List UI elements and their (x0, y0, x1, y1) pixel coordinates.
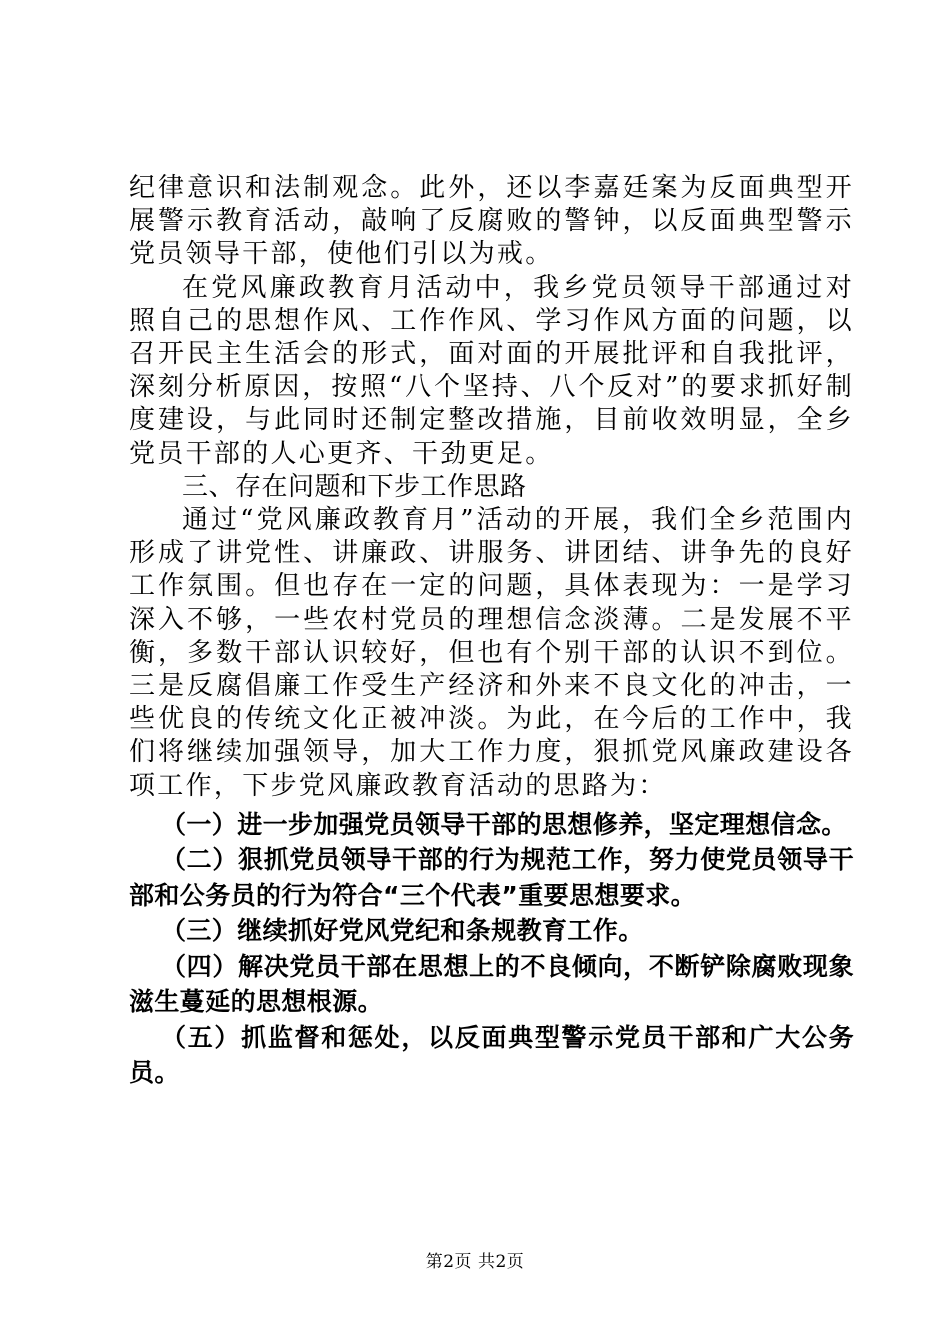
list-item-1: （一）进一步加强党员领导干部的思想修养，坚定理想信念。 (161, 809, 847, 839)
page-footer: 第2页 共2页 (425, 1252, 525, 1272)
list-item-3: （三）继续抓好党风党纪和条规教育工作。 (161, 916, 644, 946)
paragraph-education-month: 在党风廉政教育月活动中，我乡党员领导干部通过对照自己的思想作风、工作作风、学习作风方面的问题，以召开民主生活会的形式，面对面的开展批评和自我批评，深刻分析原因，按照“八个坚持、八个反对”的要求抓好制度建设，与此同时还制定整改措施，目前收效明显，全乡党员干部的人心更齐、干劲更足。 (129, 272, 854, 469)
section-heading: 三、存在问题和下步工作思路 (182, 471, 527, 502)
list-item-4: （四）解决党员干部在思想上的不良倾向，不断铲除腐败现象滋生蔓延的思想根源。 (129, 951, 854, 1017)
measures-list (129, 807, 854, 1091)
list-item-5: （五）抓监督和惩处，以反面典型警示党员干部和广大公务员。 (129, 1022, 854, 1088)
list-item-2: （二）狠抓党员领导干部的行为规范工作，努力使党员领导干部和公务员的行为符合“三个代表”重要思想要求。 (129, 845, 854, 910)
document-body (129, 172, 854, 1091)
paragraph-continuation: 纪律意识和法制观念。此外，还以李嘉廷案为反面典型开展警示教育活动，敲响了反腐败的警钟，以反面典型警示党员领导干部，使他们引以为戒。 (129, 173, 854, 270)
paragraph-problems: 通过“党风廉政教育月”活动的开展，我们全乡范围内形成了讲党性、讲廉政、讲服务、讲团结、讲争先的良好工作氛围。但也存在一定的问题，具体表现为：一是学习深入不够，一些农村党员的理想信念淡薄。二是发展不平衡，多数干部认识较好，但也有个别干部的认识不到位。三是反腐倡廉工作受生产经济和外来不良文化的冲击，一些优良的传统文化正被冲淡。为此，在今后的工作中，我们将继续加强领导，加大工作力度，狠抓党风廉政建设各项工作，下步党风廉政教育活动的思路为： (129, 505, 854, 801)
